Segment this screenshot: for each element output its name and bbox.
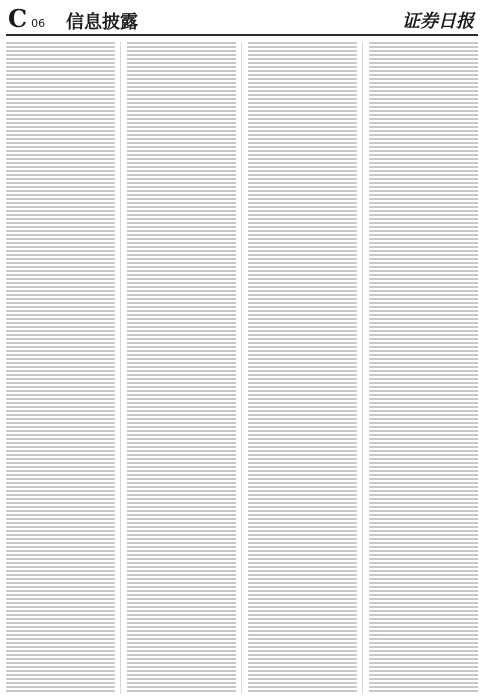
text-columns [6, 42, 478, 694]
section-letter: C [8, 4, 28, 33]
section-title: 信息披露 [66, 12, 138, 33]
unreadable-body-text [127, 42, 236, 694]
page-header [0, 0, 484, 40]
unreadable-body-text [248, 42, 357, 694]
text-column [6, 42, 121, 694]
section-number: 06 [31, 17, 46, 30]
newspaper-masthead: 证券日报 [402, 11, 474, 32]
text-column [248, 42, 363, 694]
text-column [369, 42, 478, 694]
section-id [8, 4, 45, 33]
unreadable-body-text [369, 42, 478, 694]
unreadable-body-text [6, 42, 115, 694]
text-column [127, 42, 242, 694]
header-divider [6, 34, 478, 36]
